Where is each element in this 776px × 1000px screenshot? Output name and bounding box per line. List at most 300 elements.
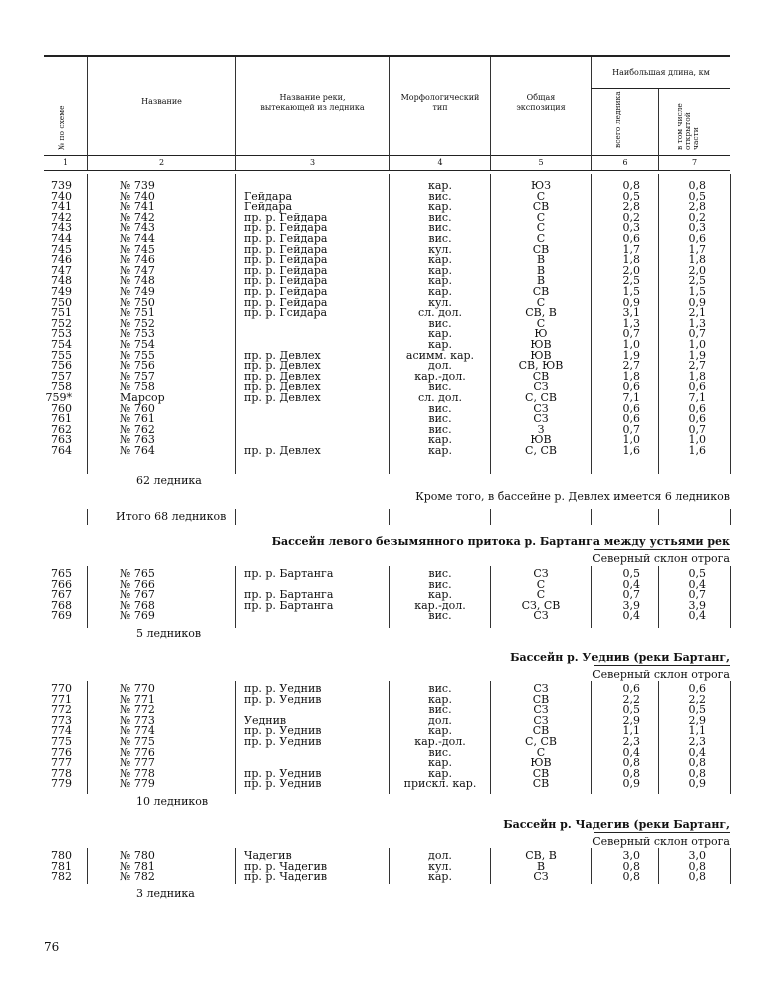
- header-col67: Наибольшая длина, км: [612, 68, 710, 77]
- table-cell: С, СВ: [525, 444, 557, 457]
- table-cell: Гейдара: [244, 189, 293, 203]
- table-cell: пр. р. Уеднив: [244, 766, 322, 780]
- table-cell: прискл. кар.: [403, 777, 477, 791]
- table-cell: 2,8: [622, 200, 640, 214]
- table-cell: пр. р. Уеднив: [244, 682, 322, 695]
- table-cell: 1,6: [688, 444, 706, 457]
- table-cell: пр. р. Бартанга: [244, 598, 334, 612]
- table-cell: 771: [51, 692, 72, 706]
- table-cell: № 767: [120, 588, 155, 602]
- column-line: [658, 174, 659, 474]
- table-cell: ЮВ: [530, 756, 552, 770]
- table-cell: 0,5: [688, 703, 706, 717]
- table-cell: № 761: [120, 412, 155, 426]
- table-cell: 2,1: [688, 306, 706, 320]
- table-cell: № 764: [120, 444, 155, 457]
- column-line: [658, 848, 659, 884]
- table-cell: 757: [51, 369, 72, 383]
- table-cell: СЗ: [533, 713, 549, 727]
- table-cell: СЗ: [533, 401, 549, 415]
- table-cell: 2,0: [688, 263, 706, 277]
- column-line: [235, 681, 236, 794]
- table-cell: 0,6: [688, 232, 706, 245]
- table-cell: вис.: [428, 567, 452, 580]
- table-cell: кул.: [428, 859, 452, 873]
- table-cell: 764: [51, 444, 72, 457]
- total-tick: [658, 509, 659, 525]
- table-cell: 0,5: [688, 189, 706, 203]
- table-cell: кар.: [428, 327, 452, 341]
- header-col6: всего ледника: [613, 91, 622, 148]
- header-col1: № по схеме: [57, 105, 66, 150]
- column-line: [730, 566, 731, 628]
- length-sub-rule: [591, 88, 730, 89]
- table-cell: 756: [51, 359, 72, 373]
- table-cell: ЮВ: [530, 348, 552, 362]
- table-cell: кар.: [428, 692, 452, 706]
- table-cell: кар.: [428, 274, 452, 288]
- table-cell: сл. дол.: [417, 391, 463, 404]
- table-cell: 0,8: [688, 870, 706, 884]
- column-line: [235, 566, 236, 628]
- table-cell: 774: [51, 724, 72, 738]
- table-cell: 0,4: [688, 609, 706, 623]
- table-cell: 1,7: [622, 242, 640, 256]
- table-cell: 768: [51, 598, 72, 612]
- table-cell: № 765: [120, 567, 155, 580]
- slope-rule: [594, 549, 730, 550]
- table-cell: пр. р. Гейдара: [244, 253, 328, 267]
- table-cell: № 776: [120, 745, 155, 759]
- table-cell: 0,7: [622, 327, 640, 341]
- table-cell: кар.: [428, 200, 452, 214]
- table-cell: 0,5: [688, 567, 706, 580]
- table-cell: пр. р. Уеднив: [244, 735, 322, 748]
- table-cell: кар.: [428, 870, 452, 884]
- table-cell: вис.: [428, 422, 452, 436]
- table-cell: сл. дол.: [417, 306, 463, 320]
- table-cell: 0,8: [622, 756, 640, 770]
- colnum: 6: [622, 158, 628, 167]
- colnum: 2: [158, 158, 165, 167]
- table-cell: 0,8: [688, 859, 706, 873]
- table-cell: С, СВ: [525, 391, 557, 404]
- table-cell: 748: [51, 274, 72, 288]
- table-cell: СЗ: [533, 567, 549, 580]
- table-cell: 0,7: [688, 422, 706, 436]
- table-cell: 1,6: [622, 444, 640, 457]
- table-cell: № 766: [120, 577, 155, 591]
- table-cell: пр. р. Девлех: [244, 359, 321, 373]
- table-cell: 0,8: [622, 766, 640, 780]
- table-cell: 1,7: [688, 242, 706, 256]
- table-cell: 1,8: [688, 369, 706, 383]
- table-cell: кар.-дол.: [414, 735, 466, 748]
- table-cell: 1,9: [688, 348, 706, 362]
- table-cell: вис.: [428, 189, 452, 203]
- table-cell: вис.: [428, 232, 452, 245]
- table-cell: № 750: [120, 295, 155, 309]
- table-cell: 0,7: [622, 588, 640, 602]
- column-line: [658, 681, 659, 794]
- table-cell: 2,9: [688, 713, 706, 727]
- table-cell: 1,1: [622, 724, 640, 738]
- table-cell: 767: [51, 588, 72, 602]
- table-cell: пр. р. Чадегив: [244, 859, 328, 873]
- table-cell: пр. р. Девлех: [244, 391, 321, 404]
- table-cell: вис.: [428, 221, 452, 235]
- section-slope: Северный склон отрога: [592, 668, 730, 681]
- column-line: [87, 566, 88, 628]
- total-tick: [591, 509, 592, 525]
- section-slope: Северный склон отрога: [592, 552, 730, 565]
- table-cell: № 743: [120, 221, 155, 235]
- table-cell: № 756: [120, 359, 155, 373]
- table-cell: кар.: [428, 338, 452, 351]
- table-cell: № 781: [120, 859, 155, 873]
- table-cell: 0,4: [688, 577, 706, 591]
- table-cell: С: [536, 588, 546, 602]
- table-cell: 758: [51, 380, 72, 394]
- table-cell: пр. р. Гейдара: [244, 274, 328, 288]
- table-cell: 747: [51, 263, 72, 277]
- top-rule: [44, 55, 730, 57]
- page-number: 76: [44, 940, 60, 954]
- table-cell: 751: [51, 306, 72, 320]
- glacier-count: 10 ледников: [136, 795, 209, 808]
- table-cell: пр. р. Девлех: [244, 380, 321, 394]
- table-cell: 753: [51, 327, 72, 341]
- table-cell: 0,6: [622, 380, 640, 394]
- colnum: 1: [62, 158, 69, 167]
- table-cell: 0,6: [622, 232, 640, 245]
- table-cell: № 770: [120, 682, 155, 695]
- table-cell: З: [537, 422, 545, 436]
- table-cell: 0,8: [688, 179, 706, 192]
- total-tick: [235, 509, 236, 525]
- total-tick: [87, 509, 88, 525]
- table-cell: 743: [51, 221, 72, 235]
- table-cell: 1,3: [622, 316, 640, 330]
- total-tick: [730, 509, 731, 525]
- table-cell: кар.: [428, 588, 452, 602]
- table-cell: вис.: [428, 412, 452, 426]
- table-cell: 1,1: [688, 724, 706, 738]
- table-cell: 1,0: [622, 338, 640, 351]
- table-cell: 0,9: [622, 777, 640, 791]
- table-cell: № 739: [120, 179, 155, 192]
- table-cell: кар.: [428, 756, 452, 770]
- table-cell: № 746: [120, 253, 155, 267]
- table-cell: 1,8: [688, 253, 706, 267]
- table-cell: ЮВ: [530, 338, 552, 351]
- table-cell: № 745: [120, 242, 155, 256]
- table-cell: С: [536, 577, 546, 591]
- table-cell: № 742: [120, 210, 155, 224]
- column-line: [591, 848, 592, 884]
- table-cell: СЗ: [533, 870, 549, 884]
- table-cell: кар.: [428, 285, 452, 298]
- colnum: 5: [538, 158, 544, 167]
- header-col-line: [490, 57, 491, 170]
- table-cell: 2,5: [622, 274, 640, 288]
- table-cell: 776: [51, 745, 72, 759]
- table-cell: 1,3: [688, 316, 706, 330]
- table-cell: № 769: [120, 609, 155, 623]
- table-cell: Уеднив: [244, 713, 287, 727]
- table-cell: СЗ: [533, 609, 549, 623]
- table-cell: 0,4: [622, 577, 640, 591]
- table-cell: 755: [51, 348, 72, 362]
- table-cell: пр. р. Чадегив: [244, 870, 328, 884]
- table-cell: 770: [51, 682, 72, 695]
- section-title: Бассейн р. Уеднив (реки Бартанг,: [510, 651, 730, 664]
- table-cell: № 775: [120, 735, 155, 748]
- table-cell: СВ: [532, 242, 550, 256]
- table-cell: вис.: [428, 210, 452, 224]
- table-cell: 0,8: [688, 756, 706, 770]
- table-cell: 3,0: [622, 849, 640, 862]
- table-cell: 0,6: [688, 380, 706, 394]
- table-cell: В: [536, 859, 546, 873]
- table-cell: 0,7: [688, 588, 706, 602]
- table-cell: 2,7: [622, 359, 640, 373]
- table-cell: пр. р. Уеднив: [244, 692, 322, 706]
- table-cell: № 782: [120, 870, 155, 884]
- table-cell: 775: [51, 735, 72, 748]
- table-cell: 2,9: [622, 713, 640, 727]
- table-cell: С: [536, 210, 546, 224]
- table-cell: 0,9: [622, 295, 640, 309]
- table-cell: № 771: [120, 692, 155, 706]
- table-cell: кар.: [428, 433, 452, 447]
- table-cell: пр. р. Гейдара: [244, 232, 328, 245]
- header-col2: Название: [141, 97, 182, 106]
- table-cell: С: [536, 316, 546, 330]
- table-cell: 0,4: [622, 745, 640, 759]
- table-cell: ЮЗ: [531, 179, 551, 192]
- table-cell: дол.: [428, 713, 452, 727]
- table-cell: № 747: [120, 263, 155, 277]
- table-cell: 1,0: [622, 433, 640, 447]
- table-cell: 2,3: [622, 735, 640, 748]
- table-cell: 0,6: [622, 412, 640, 426]
- table-cell: СВ: [532, 777, 550, 791]
- colnum: 3: [309, 158, 316, 167]
- column-line: [235, 848, 236, 884]
- header-col-line: [389, 57, 390, 170]
- table-cell: пр. р. Гейдара: [244, 295, 328, 309]
- table-cell: 1,8: [622, 253, 640, 267]
- table-cell: № 774: [120, 724, 155, 738]
- table-cell: С: [536, 221, 546, 235]
- table-cell: СВ, В: [525, 849, 557, 862]
- numbers-bottom-rule: [44, 170, 730, 171]
- table-cell: пр. р. Уеднив: [244, 724, 322, 738]
- table-cell: 0,5: [622, 703, 640, 717]
- header-col3: Название реки, вытекающей из ледника: [260, 93, 365, 112]
- table-cell: вис.: [428, 682, 452, 695]
- table-cell: СВ: [532, 285, 550, 298]
- table-cell: № 749: [120, 285, 155, 298]
- table-cell: 772: [51, 703, 72, 717]
- table-cell: 759*: [45, 391, 72, 404]
- table-cell: пр. р. Гейдара: [244, 285, 328, 298]
- table-cell: 2,0: [622, 263, 640, 277]
- table-cell: 0,8: [622, 179, 640, 192]
- table-cell: 752: [51, 316, 72, 330]
- column-line: [730, 848, 731, 884]
- table-cell: 749: [51, 285, 72, 298]
- table-cell: 0,5: [622, 567, 640, 580]
- table-cell: 1,8: [622, 369, 640, 383]
- table-cell: вис.: [428, 577, 452, 591]
- table-cell: 3,9: [622, 598, 640, 612]
- table-cell: № 740: [120, 189, 155, 203]
- section-title: Бассейн р. Чадегив (реки Бартанг,: [503, 818, 730, 831]
- table-cell: 0,3: [622, 221, 640, 235]
- table-cell: 754: [51, 338, 72, 351]
- table-cell: Ю: [534, 327, 548, 341]
- table-cell: СЗ, СВ: [521, 598, 561, 612]
- table-cell: 765: [51, 567, 72, 580]
- table-cell: № 755: [120, 348, 155, 362]
- table-cell: СЗ: [533, 380, 549, 394]
- table-cell: 0,9: [688, 777, 706, 791]
- column-line: [235, 174, 236, 474]
- table-cell: 3,0: [688, 849, 706, 862]
- table-cell: 2,5: [688, 274, 706, 288]
- table-cell: 3,9: [688, 598, 706, 612]
- column-line: [87, 848, 88, 884]
- table-cell: вис.: [428, 316, 452, 330]
- table-cell: пр. р. Девлех: [244, 369, 321, 383]
- table-cell: 746: [51, 253, 72, 267]
- table-cell: № 752: [120, 316, 155, 330]
- table-cell: 2,2: [622, 692, 640, 706]
- table-cell: С: [536, 745, 546, 759]
- table-cell: асимм. кар.: [405, 348, 475, 362]
- table-cell: 0,3: [688, 221, 706, 235]
- table-cell: вис.: [428, 609, 452, 623]
- table-cell: вис.: [428, 745, 452, 759]
- column-line: [658, 566, 659, 628]
- colnum: 4: [437, 158, 443, 167]
- table-cell: пр. р. Уеднив: [244, 777, 322, 791]
- table-cell: кар.-дол.: [414, 369, 466, 383]
- table-cell: В: [536, 263, 546, 277]
- table-cell: 3,1: [622, 306, 640, 320]
- table-cell: вис.: [428, 703, 452, 717]
- table-cell: 0,8: [688, 766, 706, 780]
- table-cell: кар.: [428, 253, 452, 267]
- table-cell: вис.: [428, 401, 452, 415]
- table-cell: 0,6: [622, 401, 640, 415]
- table-cell: 1,0: [688, 433, 706, 447]
- table-cell: 1,9: [622, 348, 640, 362]
- section-title: Бассейн левого безымянного притока р. Бартанга между устьями рек: [271, 535, 730, 548]
- column-line: [87, 681, 88, 794]
- table-cell: пр. р. Бартанга: [244, 588, 334, 602]
- table-cell: кул.: [428, 295, 452, 309]
- table-cell: пр. р. Гсидара: [244, 306, 328, 320]
- table-cell: 745: [51, 242, 72, 256]
- table-cell: дол.: [428, 849, 452, 862]
- table-cell: 2,2: [688, 692, 706, 706]
- table-cell: 769: [51, 609, 72, 623]
- table-cell: 0,6: [688, 412, 706, 426]
- table-cell: С: [536, 295, 546, 309]
- table-cell: кар.: [428, 724, 452, 738]
- table-cell: № 773: [120, 713, 155, 727]
- table-cell: № 751: [120, 306, 155, 320]
- table-cell: 766: [51, 577, 72, 591]
- table-cell: 762: [51, 422, 72, 436]
- table-cell: № 757: [120, 369, 155, 383]
- table-cell: 739: [51, 179, 72, 192]
- table-cell: № 762: [120, 422, 155, 436]
- table-cell: 0,4: [622, 609, 640, 623]
- table-cell: № 741: [120, 200, 155, 214]
- table-cell: 1,5: [688, 285, 706, 298]
- table-cell: 761: [51, 412, 72, 426]
- table-cell: № 748: [120, 274, 155, 288]
- table-cell: пр. р. Гейдара: [244, 263, 328, 277]
- section-slope: Северный склон отрога: [592, 835, 730, 848]
- table-cell: № 744: [120, 232, 155, 245]
- table-cell: пр. р. Девлех: [244, 348, 321, 362]
- table-cell: 773: [51, 713, 72, 727]
- table-cell: С, СВ: [525, 735, 557, 748]
- colnum: 7: [691, 158, 698, 167]
- table-cell: № 777: [120, 756, 155, 770]
- table-cell: 782: [51, 870, 72, 884]
- column-line: [591, 681, 592, 794]
- table-cell: СЗ: [533, 412, 549, 426]
- total-tick: [389, 509, 390, 525]
- table-cell: 781: [51, 859, 72, 873]
- table-cell: СВ: [532, 369, 550, 383]
- table-cell: СВ: [532, 200, 550, 214]
- table-cell: № 753: [120, 327, 155, 341]
- table-cell: пр. р. Гейдара: [244, 221, 328, 235]
- table-cell: 2,7: [688, 359, 706, 373]
- table-cell: пр. р. Бартанга: [244, 567, 334, 580]
- table-cell: СЗ: [533, 703, 549, 717]
- section-note: Кроме того, в бассейне р. Девлех имеется 6 ледников: [415, 490, 730, 503]
- slope-rule: [594, 832, 730, 833]
- table-cell: СВ: [532, 692, 550, 706]
- header-col-line: [87, 57, 88, 170]
- table-cell: № 763: [120, 433, 155, 447]
- table-cell: кар.: [428, 766, 452, 780]
- table-cell: № 780: [120, 849, 155, 862]
- table-cell: № 754: [120, 338, 155, 351]
- table-cell: 777: [51, 756, 72, 770]
- table-cell: Гейдара: [244, 200, 293, 214]
- table-cell: С: [536, 189, 546, 203]
- glacier-count: 3 ледника: [136, 887, 195, 900]
- table-cell: кар.-дол.: [414, 598, 466, 612]
- table-cell: 0,9: [688, 295, 706, 309]
- glacier-count: 5 ледников: [136, 627, 202, 640]
- total-tick: [490, 509, 491, 525]
- total-count: Итого 68 ледников: [116, 510, 227, 523]
- header-bottom-rule: [44, 155, 730, 156]
- table-cell: 763: [51, 433, 72, 447]
- table-cell: 1,5: [622, 285, 640, 298]
- table-cell: СВ: [532, 724, 550, 738]
